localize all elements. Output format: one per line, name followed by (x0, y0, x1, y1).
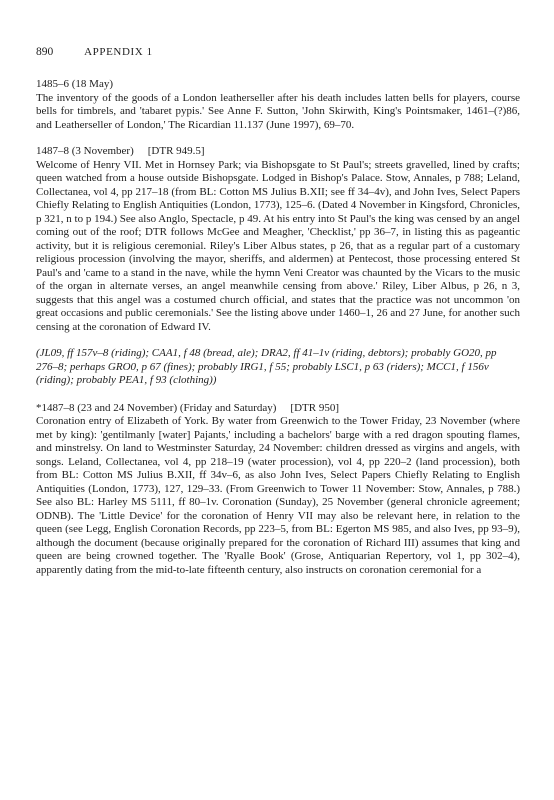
entry-text: The inventory of the goods of a London leatherseller after his death includes latten bells for players, course bells for timbrels, and 'tabaret pypis.' See Anne F. Sutton, 'John Skirwith, King's Pointsmaker, 1461–(?)86, and Leatherseller of London,' The Ricardian 11.137 (June 1997), 69–70. (36, 91, 520, 131)
entry-text: Welcome of Henry VII. Met in Hornsey Park; via Bishopsgate to St Paul's; streets gravelled, lined by crafts; queen watched from a house outside Bishopsgate. Lodged in Bishop's Palace. Stow, Annales, p 788; Leland, Collectanea, vol 4, pp 217–18 (from BL: Cotton MS Julius B.XII; see ff 34–4v), and John Ives, Select Papers Chiefly Relating to English Antiquities (London, 1773), 125–6. (Dated 4 November in Kingsford, Chronicles, p 321, n to p 194.) See also Anglo, Spectacle, p 49. At his entry into St Paul's the king was censed by an angel coming out of the roof; DTR follows McGee and Meagher, 'Checklist,' pp 36–7, in listing this as pageantic activity, but it is religious ceremonial. Riley's Liber Albus states, p 26, that as a regular part of a customary religious procession (involving the mayor, sheriffs, and aldermen) at Pentecost, those processing entered St Paul's and 'came to a stand in the nave, while the hymn Veni Creator was chaunted by the Vicars to the music of the organ in alternate verses, an angel meanwhile censing from above.' Riley, Liber Albus, p 26, n 3, suggests that this angel was a costumed church official, and states that the practice was not uncommon 'on great occasions and public ceremonials.' See the listing above under 1460–1, 26 and 27 June, for another such censing at the coronation of Edward IV. (36, 158, 520, 333)
entry-1487-8-november-3 (36, 145, 520, 334)
entry-reference: [DTR 949.5] (147, 145, 205, 157)
page-number: 890 (36, 46, 54, 58)
entry-reference: [DTR 950] (290, 401, 339, 414)
entry-date: *1487–8 (23 and 24 November) (Friday and Saturday) (36, 401, 277, 414)
page-header (36, 45, 518, 59)
page-body (36, 78, 520, 590)
entry-date: 1487–8 (3 November) (36, 145, 134, 157)
entry-1487-8-november-23 (36, 402, 520, 578)
entry-heading (36, 402, 520, 416)
entry-heading (36, 145, 520, 159)
entry-date: 1485–6 (18 May) (36, 78, 113, 90)
record-sources-note (36, 347, 520, 388)
entry-text: Coronation entry of Elizabeth of York. By water from Greenwich to the Tower Friday, 23 November (where met by king): 'gentilmanly [water] Pajants,' including a bachelors' barge with a red dragon spouting flames, and minstrelsy. On land to Westminster Saturday, 24 November: children dressed as virgins and angels, with songs. Leland, Collectanea, vol 4, pp 218–19 (water procession), vol 4, pp 220–2 (land procession), both from BL: Cotton MS Julius B.XII, ff 34v–6, as also John Ives, Select Papers Chiefly Relating to English Antiquities (London, 1773), 127, 129–33. (From Greenwich to Tower 11 November: Stow, Annales, p 788.) See also BL: Harley MS 5111, ff 80–1v. Coronation (Sunday), 25 November (general chronicle agreement; ODNB). The 'Little Device' for the coronation of Henry VII may also be relevant here, in relation to the queen (see Legg, English Coronation Records, pp 223–5, from BL: Egerton MS 985, and also Ives, pp 93–9), although the document (because originally prepared for the coronation of Richard III) assumes that king and queen are being crowned together. The 'Ryalle Book' (Grose, Antiquarian Repertory, vol 1, pp 302–4), apparently dating from the mid-to-late fifteenth century, also instructs on coronation ceremonial for a (36, 415, 520, 576)
note-text: (JL09, ff 157v–8 (riding); CAA1, f 48 (bread, ale); DRA2, ff 41–1v (riding, debtors); probably GO20, pp 276–8; perhaps GRO0, p 67 (fines); probably IRG1, f 55; probably LSC1, p 63 (riders); MCC1, f 156v (riding); probably PEA1, f 93 (clothing)) (36, 347, 497, 386)
running-title: APPENDIX 1 (84, 46, 153, 58)
entry-heading (36, 78, 520, 92)
entry-1485-6 (36, 78, 520, 132)
